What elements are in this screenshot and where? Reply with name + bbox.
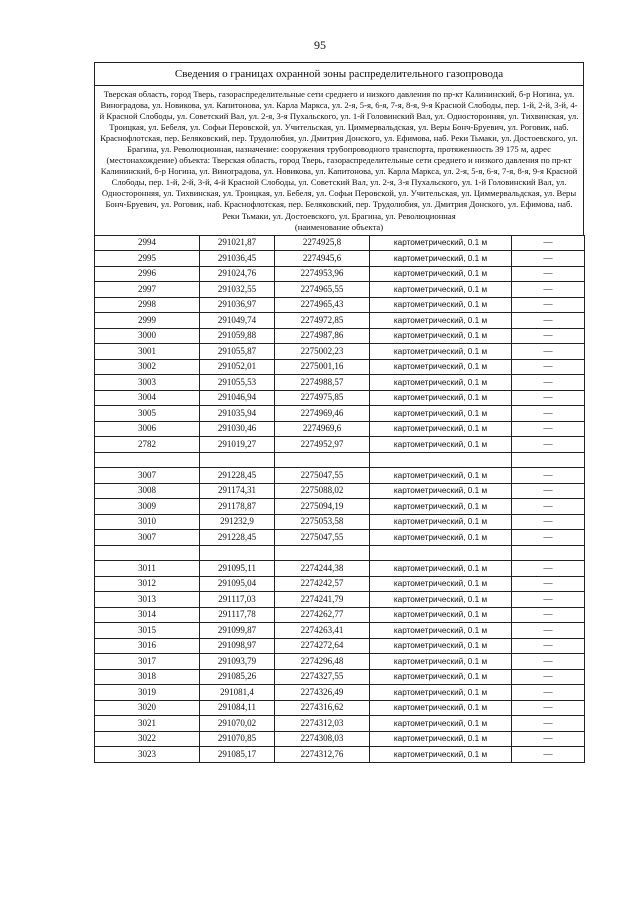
object-description-block — [94, 85, 584, 235]
dash-cell: — — [512, 669, 585, 685]
table-row — [95, 685, 585, 701]
table-row — [95, 313, 585, 329]
point-number-cell: 2999 — [95, 313, 200, 329]
y-coordinate-cell: 2275088,02 — [275, 483, 370, 499]
y-coordinate-cell: 2274327,55 — [275, 669, 370, 685]
y-coordinate-cell: 2274312,76 — [275, 747, 370, 763]
y-coordinate-cell: 2274241,79 — [275, 592, 370, 608]
table-cell-empty — [200, 452, 275, 468]
y-coordinate-cell: 2274975,85 — [275, 390, 370, 406]
dash-cell: — — [512, 747, 585, 763]
method-cell: картометрический, 0.1 м — [370, 468, 512, 484]
y-coordinate-cell: 2274242,57 — [275, 576, 370, 592]
table-cell-empty — [200, 545, 275, 561]
y-coordinate-cell: 2274262,77 — [275, 607, 370, 623]
table-row — [95, 669, 585, 685]
page-title: Сведения о границах охранной зоны распределительного газопровода — [94, 62, 584, 85]
method-cell: картометрический, 0.1 м — [370, 328, 512, 344]
point-number-cell: 3014 — [95, 607, 200, 623]
dash-cell: — — [512, 685, 585, 701]
y-coordinate-cell: 2275094,19 — [275, 499, 370, 515]
point-number-cell: 3012 — [95, 576, 200, 592]
point-number-cell: 3006 — [95, 421, 200, 437]
y-coordinate-cell: 2274969,6 — [275, 421, 370, 437]
method-cell: картометрический, 0.1 м — [370, 390, 512, 406]
point-number-cell: 3005 — [95, 406, 200, 422]
dash-cell: — — [512, 623, 585, 639]
x-coordinate-cell: 291117,78 — [200, 607, 275, 623]
point-number-cell: 3011 — [95, 561, 200, 577]
table-row — [95, 499, 585, 515]
y-coordinate-cell: 2274953,96 — [275, 266, 370, 282]
dash-cell: — — [512, 297, 585, 313]
x-coordinate-cell: 291085,26 — [200, 669, 275, 685]
point-number-cell: 3004 — [95, 390, 200, 406]
table-cell-empty — [370, 545, 512, 561]
point-number-cell: 3008 — [95, 483, 200, 499]
y-coordinate-cell: 2274952,97 — [275, 437, 370, 453]
table-row — [95, 592, 585, 608]
table-row — [95, 328, 585, 344]
x-coordinate-cell: 291084,11 — [200, 700, 275, 716]
table-separator-row — [95, 452, 585, 468]
table-cell-empty — [512, 452, 585, 468]
y-coordinate-cell: 2274969,46 — [275, 406, 370, 422]
method-cell: картометрический, 0.1 м — [370, 266, 512, 282]
x-coordinate-cell: 291081,4 — [200, 685, 275, 701]
y-coordinate-cell: 2274987,86 — [275, 328, 370, 344]
x-coordinate-cell: 291032,55 — [200, 282, 275, 298]
y-coordinate-cell: 2274296,48 — [275, 654, 370, 670]
point-number-cell: 3001 — [95, 344, 200, 360]
table-row — [95, 747, 585, 763]
dash-cell: — — [512, 421, 585, 437]
dash-cell: — — [512, 328, 585, 344]
method-cell: картометрический, 0.1 м — [370, 747, 512, 763]
x-coordinate-cell: 291098,97 — [200, 638, 275, 654]
x-coordinate-cell: 291052,01 — [200, 359, 275, 375]
point-number-cell: 3007 — [95, 468, 200, 484]
table-row — [95, 359, 585, 375]
dash-cell: — — [512, 359, 585, 375]
method-cell: картометрический, 0.1 м — [370, 623, 512, 639]
method-cell: картометрический, 0.1 м — [370, 685, 512, 701]
point-number-cell: 3018 — [95, 669, 200, 685]
x-coordinate-cell: 291085,17 — [200, 747, 275, 763]
point-number-cell: 3020 — [95, 700, 200, 716]
method-cell: картометрический, 0.1 м — [370, 235, 512, 251]
point-number-cell: 3023 — [95, 747, 200, 763]
point-number-cell: 2994 — [95, 235, 200, 251]
x-coordinate-cell: 291019,27 — [200, 437, 275, 453]
dash-cell: — — [512, 530, 585, 546]
table-row — [95, 282, 585, 298]
method-cell: картометрический, 0.1 м — [370, 359, 512, 375]
x-coordinate-cell: 291232,9 — [200, 514, 275, 530]
dash-cell: — — [512, 344, 585, 360]
x-coordinate-cell: 291036,97 — [200, 297, 275, 313]
method-cell: картометрический, 0.1 м — [370, 592, 512, 608]
page-number: 95 — [314, 38, 326, 52]
table-row — [95, 638, 585, 654]
table-row — [95, 344, 585, 360]
table-row — [95, 406, 585, 422]
dash-cell: — — [512, 468, 585, 484]
table-row — [95, 375, 585, 391]
point-number-cell: 2998 — [95, 297, 200, 313]
point-number-cell: 3016 — [95, 638, 200, 654]
dash-cell: — — [512, 313, 585, 329]
dash-cell: — — [512, 700, 585, 716]
x-coordinate-cell: 291035,94 — [200, 406, 275, 422]
table-row — [95, 623, 585, 639]
x-coordinate-cell: 291021,87 — [200, 235, 275, 251]
table-cell-empty — [512, 545, 585, 561]
document-frame — [94, 62, 584, 763]
x-coordinate-cell: 291046,94 — [200, 390, 275, 406]
point-number-cell: 2996 — [95, 266, 200, 282]
point-number-cell: 3017 — [95, 654, 200, 670]
dash-cell: — — [512, 607, 585, 623]
x-coordinate-cell: 291070,85 — [200, 731, 275, 747]
coordinates-table — [94, 235, 585, 763]
method-cell: картометрический, 0.1 м — [370, 282, 512, 298]
point-number-cell: 3000 — [95, 328, 200, 344]
method-cell: картометрический, 0.1 м — [370, 716, 512, 732]
y-coordinate-cell: 2274272,64 — [275, 638, 370, 654]
y-coordinate-cell: 2274244,38 — [275, 561, 370, 577]
table-row — [95, 390, 585, 406]
y-coordinate-cell: 2274925,8 — [275, 235, 370, 251]
method-cell: картометрический, 0.1 м — [370, 514, 512, 530]
table-cell-empty — [275, 452, 370, 468]
table-cell-empty — [95, 545, 200, 561]
method-cell: картометрический, 0.1 м — [370, 406, 512, 422]
y-coordinate-cell: 2274988,57 — [275, 375, 370, 391]
x-coordinate-cell: 291099,87 — [200, 623, 275, 639]
table-row — [95, 514, 585, 530]
dash-cell: — — [512, 561, 585, 577]
x-coordinate-cell: 291093,79 — [200, 654, 275, 670]
method-cell: картометрический, 0.1 м — [370, 576, 512, 592]
x-coordinate-cell: 291228,45 — [200, 530, 275, 546]
dash-cell: — — [512, 638, 585, 654]
method-cell: картометрический, 0.1 м — [370, 654, 512, 670]
table-cell-empty — [275, 545, 370, 561]
method-cell: картометрический, 0.1 м — [370, 483, 512, 499]
point-number-cell: 3019 — [95, 685, 200, 701]
dash-cell: — — [512, 499, 585, 515]
table-row — [95, 266, 585, 282]
point-number-cell: 3021 — [95, 716, 200, 732]
method-cell: картометрический, 0.1 м — [370, 251, 512, 267]
method-cell: картометрический, 0.1 м — [370, 607, 512, 623]
table-row — [95, 421, 585, 437]
y-coordinate-cell: 2275053,58 — [275, 514, 370, 530]
coordinates-table-body — [95, 235, 585, 762]
point-number-cell: 3007 — [95, 530, 200, 546]
x-coordinate-cell: 291024,76 — [200, 266, 275, 282]
method-cell: картометрический, 0.1 м — [370, 638, 512, 654]
dash-cell: — — [512, 483, 585, 499]
dash-cell: — — [512, 437, 585, 453]
y-coordinate-cell: 2274263,41 — [275, 623, 370, 639]
dash-cell: — — [512, 592, 585, 608]
dash-cell: — — [512, 716, 585, 732]
x-coordinate-cell: 291070,02 — [200, 716, 275, 732]
y-coordinate-cell: 2274316,62 — [275, 700, 370, 716]
method-cell: картометрический, 0.1 м — [370, 731, 512, 747]
method-cell: картометрический, 0.1 м — [370, 297, 512, 313]
x-coordinate-cell: 291036,45 — [200, 251, 275, 267]
table-row — [95, 530, 585, 546]
x-coordinate-cell: 291228,45 — [200, 468, 275, 484]
table-row — [95, 483, 585, 499]
object-description: Тверская область, город Тверь, газораспределительные сети среднего и низкого давления по пр-кт Калининский, б-р Ногина, ул. Виноградова, ул. Новикова, ул. Капитонова, ул. Карла Маркса, ул. 2-я, 5-я, 6-я, 7-я, 8-я, 9-я Красной Слободы, пер. 1-й, 2-й, 3-й, 4-й Красной Слободы, ул. Советский Вал, ул. 2-я, 3-я Пухальского, ул. 1-й Головинский Вал, ул. Односторонняя, ул. Тихвинская, ул. Троицкая, ул. Бебеля, ул. Софьи Перовской, ул. Учительская, ул. Циммервальдская, ул. Веры Бонч-Бруевич, ул. Роговик, наб. Краснофлотская, пер. Беляковский, пер. Трудолюбия, ул. Дмитрия Донского, ул. Ефимова, наб. Реки Тьмаки, ул. Достоевского, ул. Брагина, ул. Революционная, назначение: сооружения трубопроводного транспорта, протяженность 39 175 м, адрес (местонахождение) объекта: Тверская область, город Тверь, газораспределительные сети среднего и низкого давления по пр-кт Калининский, б-р Ногина, ул. Виноградова, ул. Новикова, ул. Капитонова, ул. Карла Маркса, ул. 2-я, 5-я, 6-я, 7-я, 8-я, 9-я Красной Слободы, пер. 1-й, 2-й, 3-й, 4-й Красной Слободы, ул. Советский Вал, ул. 2-я, 3-я Пухальского, ул. 1-й Головинский Вал, ул. Односторонняя, ул. Тихвинская, ул. Троицкая, ул. Бебеля, ул. Софьи Перовской, ул. Учительская, ул. Циммервальдская, ул. Веры Бонч-Бруевич, ул. Роговик, наб. Краснофлотская, пер. Беляковский, пер. Трудолюбия, ул. Дмитрия Донского, ул. Ефимова, наб. Реки Тьмаки, ул. Достоевского, ул. Брагина, ул. Революционная — [99, 89, 579, 221]
dash-cell: — — [512, 390, 585, 406]
y-coordinate-cell: 2274312,03 — [275, 716, 370, 732]
point-number-cell: 3010 — [95, 514, 200, 530]
table-row — [95, 468, 585, 484]
y-coordinate-cell: 2275001,16 — [275, 359, 370, 375]
x-coordinate-cell: 291178,87 — [200, 499, 275, 515]
dash-cell: — — [512, 654, 585, 670]
table-row — [95, 437, 585, 453]
x-coordinate-cell: 291055,53 — [200, 375, 275, 391]
x-coordinate-cell: 291117,03 — [200, 592, 275, 608]
point-number-cell: 3013 — [95, 592, 200, 608]
x-coordinate-cell: 291095,04 — [200, 576, 275, 592]
point-number-cell: 3003 — [95, 375, 200, 391]
point-number-cell: 2995 — [95, 251, 200, 267]
dash-cell: — — [512, 375, 585, 391]
method-cell: картометрический, 0.1 м — [370, 669, 512, 685]
y-coordinate-cell: 2275002,23 — [275, 344, 370, 360]
method-cell: картометрический, 0.1 м — [370, 561, 512, 577]
method-cell: картометрический, 0.1 м — [370, 499, 512, 515]
table-row — [95, 235, 585, 251]
method-cell: картометрический, 0.1 м — [370, 421, 512, 437]
point-number-cell: 3009 — [95, 499, 200, 515]
dash-cell: — — [512, 235, 585, 251]
dash-cell: — — [512, 406, 585, 422]
table-row — [95, 251, 585, 267]
table-row — [95, 654, 585, 670]
method-cell: картометрический, 0.1 м — [370, 700, 512, 716]
table-row — [95, 716, 585, 732]
dash-cell: — — [512, 514, 585, 530]
table-separator-row — [95, 545, 585, 561]
method-cell: картометрический, 0.1 м — [370, 375, 512, 391]
table-row — [95, 731, 585, 747]
y-coordinate-cell: 2274945,6 — [275, 251, 370, 267]
x-coordinate-cell: 291059,88 — [200, 328, 275, 344]
x-coordinate-cell: 291055,87 — [200, 344, 275, 360]
object-description-caption: (наименование объекта) — [294, 221, 384, 232]
x-coordinate-cell: 291030,46 — [200, 421, 275, 437]
table-cell-empty — [95, 452, 200, 468]
table-row — [95, 561, 585, 577]
dash-cell: — — [512, 731, 585, 747]
y-coordinate-cell: 2274965,43 — [275, 297, 370, 313]
table-row — [95, 576, 585, 592]
point-number-cell: 3002 — [95, 359, 200, 375]
method-cell: картометрический, 0.1 м — [370, 344, 512, 360]
y-coordinate-cell: 2275047,55 — [275, 468, 370, 484]
table-row — [95, 607, 585, 623]
y-coordinate-cell: 2274326,49 — [275, 685, 370, 701]
dash-cell: — — [512, 576, 585, 592]
method-cell: картометрический, 0.1 м — [370, 313, 512, 329]
point-number-cell: 2997 — [95, 282, 200, 298]
point-number-cell: 3022 — [95, 731, 200, 747]
method-cell: картометрический, 0.1 м — [370, 530, 512, 546]
x-coordinate-cell: 291049,74 — [200, 313, 275, 329]
y-coordinate-cell: 2274308,03 — [275, 731, 370, 747]
dash-cell: — — [512, 251, 585, 267]
y-coordinate-cell: 2274972,85 — [275, 313, 370, 329]
dash-cell: — — [512, 266, 585, 282]
table-row — [95, 700, 585, 716]
dash-cell: — — [512, 282, 585, 298]
y-coordinate-cell: 2275047,55 — [275, 530, 370, 546]
x-coordinate-cell: 291095,11 — [200, 561, 275, 577]
method-cell: картометрический, 0.1 м — [370, 437, 512, 453]
y-coordinate-cell: 2274965,55 — [275, 282, 370, 298]
table-cell-empty — [370, 452, 512, 468]
table-row — [95, 297, 585, 313]
x-coordinate-cell: 291174,31 — [200, 483, 275, 499]
point-number-cell: 3015 — [95, 623, 200, 639]
point-number-cell: 2782 — [95, 437, 200, 453]
